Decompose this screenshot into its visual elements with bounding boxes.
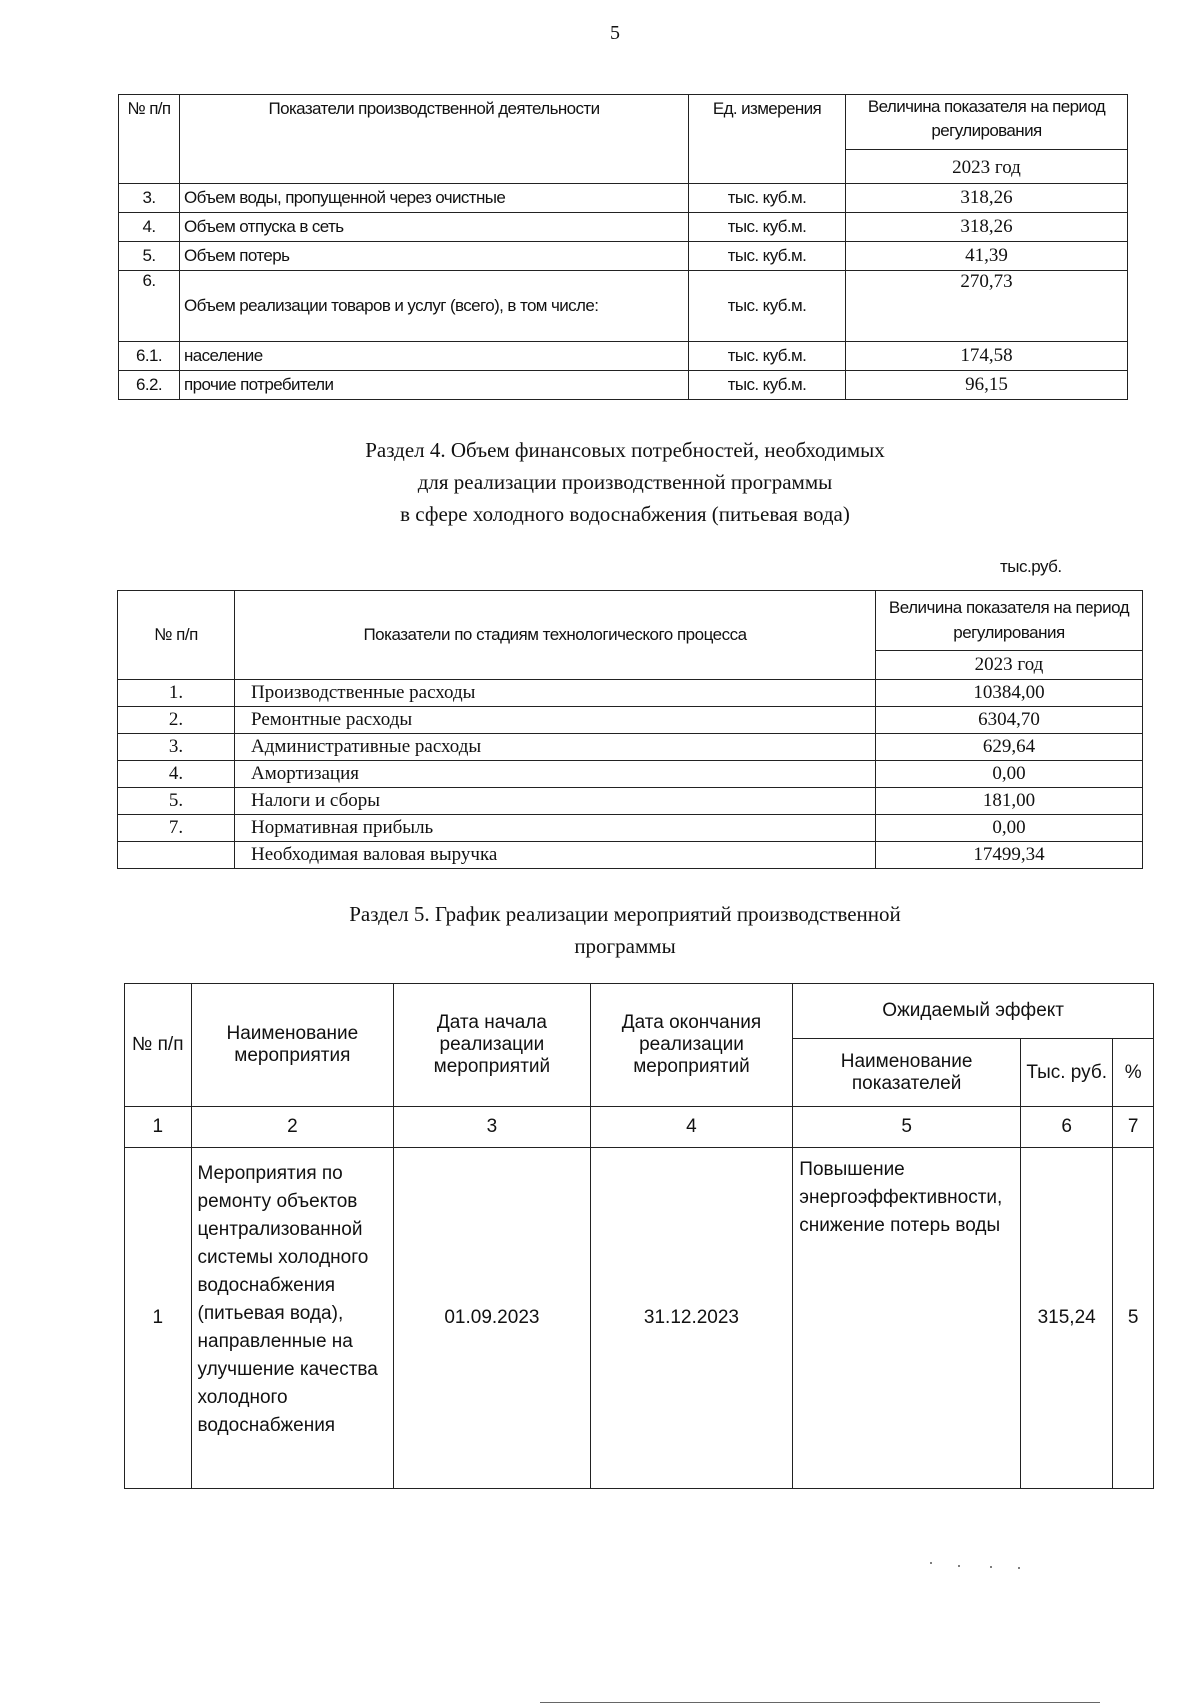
row-num: 3. bbox=[119, 184, 180, 213]
col-effect-header: Ожидаемый эффект bbox=[793, 984, 1154, 1039]
row-unit: тыс. куб.м. bbox=[689, 184, 846, 213]
col-year-header: 2023 год bbox=[876, 650, 1143, 679]
row-name: Амортизация bbox=[235, 761, 876, 788]
unit-note: тыс.руб. bbox=[1000, 557, 1062, 576]
row-value: 17499,34 bbox=[876, 842, 1143, 869]
col-rub-header: Тыс. руб. bbox=[1020, 1039, 1113, 1107]
section5-title bbox=[0, 898, 1200, 962]
row-value: 96,15 bbox=[846, 371, 1128, 400]
row-num: 5. bbox=[119, 242, 180, 271]
col-start-header: Дата начала реализации мероприятий bbox=[394, 984, 590, 1107]
table-row bbox=[118, 842, 1143, 869]
row-num: 4. bbox=[119, 213, 180, 242]
row-unit: тыс. куб.м. bbox=[689, 371, 846, 400]
row-name: Производственные расходы bbox=[235, 680, 876, 707]
col-indicator-header: Показатели производственной деятельности bbox=[180, 95, 689, 184]
scan-speck bbox=[990, 1566, 992, 1568]
table-row bbox=[119, 213, 1128, 242]
col-end-header: Дата окончания реализации мероприятий bbox=[590, 984, 793, 1107]
col-number: 2 bbox=[191, 1107, 394, 1148]
table-row bbox=[119, 242, 1128, 271]
row-value: 318,26 bbox=[846, 213, 1128, 242]
production-indicators-table bbox=[118, 94, 1128, 400]
row-name: прочие потребители bbox=[180, 371, 689, 400]
col-value-header: Величина показателя на период регулирования bbox=[876, 591, 1143, 651]
col-number: 3 bbox=[394, 1107, 590, 1148]
section4-title-line: Раздел 4. Объем финансовых потребностей, необходимых bbox=[365, 438, 885, 462]
section4-title bbox=[0, 434, 1200, 530]
row-num: 2. bbox=[118, 707, 235, 734]
table-row bbox=[118, 761, 1143, 788]
row-value: 629,64 bbox=[876, 734, 1143, 761]
row-num bbox=[118, 842, 235, 869]
col-indicator-header: Наименование показателей bbox=[793, 1039, 1021, 1107]
section4-title-line: для реализации производственной программы bbox=[417, 470, 833, 494]
column-number-row bbox=[125, 1107, 1154, 1148]
row-value: 270,73 bbox=[846, 271, 1128, 342]
scan-line bbox=[540, 1702, 1100, 1703]
row-name: Объем воды, пропущенной через очистные bbox=[180, 184, 689, 213]
table-header-row bbox=[118, 591, 1143, 651]
table-header-row bbox=[125, 984, 1154, 1039]
table-row bbox=[119, 184, 1128, 213]
scan-speck bbox=[958, 1565, 960, 1567]
row-end-date: 31.12.2023 bbox=[590, 1148, 793, 1489]
row-unit: тыс. куб.м. bbox=[689, 342, 846, 371]
section5-title-line: Раздел 5. График реализации мероприятий производственной bbox=[349, 902, 901, 926]
row-value: 41,39 bbox=[846, 242, 1128, 271]
table-row bbox=[118, 680, 1143, 707]
row-name: Объем отпуска в сеть bbox=[180, 213, 689, 242]
row-num: 4. bbox=[118, 761, 235, 788]
table-row bbox=[118, 788, 1143, 815]
row-name: Нормативная прибыль bbox=[235, 815, 876, 842]
row-pct: 5 bbox=[1113, 1148, 1154, 1489]
table-row bbox=[119, 371, 1128, 400]
row-value: 6304,70 bbox=[876, 707, 1143, 734]
col-number: 7 bbox=[1113, 1107, 1154, 1148]
col-name-header: Наименование мероприятия bbox=[191, 984, 394, 1107]
row-num: 5. bbox=[118, 788, 235, 815]
row-num: 6.2. bbox=[119, 371, 180, 400]
row-name: Объем потерь bbox=[180, 242, 689, 271]
table-row bbox=[118, 707, 1143, 734]
table-row bbox=[118, 815, 1143, 842]
row-name: Мероприятия по ремонту объектов централизованной системы холодного водоснабжения (питьевая вода), направленные на улучшение качества холодного водоснабжения bbox=[191, 1148, 394, 1489]
col-number: 6 bbox=[1020, 1107, 1113, 1148]
col-num-header: № п/п bbox=[125, 984, 192, 1107]
row-num: 6.1. bbox=[119, 342, 180, 371]
col-value-header: Величина показателя на период регулирования bbox=[846, 95, 1128, 150]
row-name: Необходимая валовая выручка bbox=[235, 842, 876, 869]
schedule-table bbox=[124, 983, 1154, 1489]
row-num: 1. bbox=[118, 680, 235, 707]
scan-speck bbox=[930, 1562, 932, 1564]
table-row bbox=[119, 342, 1128, 371]
col-unit-header: Ед. измерения bbox=[689, 95, 846, 184]
section5-title-line: программы bbox=[574, 934, 676, 958]
row-value: 318,26 bbox=[846, 184, 1128, 213]
table-row bbox=[119, 271, 1128, 342]
page-number: 5 bbox=[610, 22, 620, 44]
row-indicator: Повышение энергоэффективности, снижение потерь воды bbox=[793, 1148, 1021, 1489]
row-unit: тыс. куб.м. bbox=[689, 242, 846, 271]
row-name: население bbox=[180, 342, 689, 371]
col-stage-header: Показатели по стадиям технологического процесса bbox=[235, 591, 876, 680]
row-num: 6. bbox=[119, 271, 180, 342]
col-year-header: 2023 год bbox=[846, 150, 1128, 184]
row-num: 3. bbox=[118, 734, 235, 761]
row-value: 0,00 bbox=[876, 815, 1143, 842]
row-value: 0,00 bbox=[876, 761, 1143, 788]
col-number: 1 bbox=[125, 1107, 192, 1148]
row-unit: тыс. куб.м. bbox=[689, 271, 846, 342]
table-row bbox=[118, 734, 1143, 761]
col-number: 5 bbox=[793, 1107, 1021, 1148]
row-name: Налоги и сборы bbox=[235, 788, 876, 815]
col-pct-header: % bbox=[1113, 1039, 1154, 1107]
col-number: 4 bbox=[590, 1107, 793, 1148]
table-row bbox=[125, 1148, 1154, 1489]
row-name: Ремонтные расходы bbox=[235, 707, 876, 734]
row-value: 181,00 bbox=[876, 788, 1143, 815]
scan-speck bbox=[1018, 1567, 1020, 1569]
row-value: 10384,00 bbox=[876, 680, 1143, 707]
row-num: 7. bbox=[118, 815, 235, 842]
row-name: Административные расходы bbox=[235, 734, 876, 761]
row-num: 1 bbox=[125, 1148, 192, 1489]
row-rub: 315,24 bbox=[1020, 1148, 1113, 1489]
row-start-date: 01.09.2023 bbox=[394, 1148, 590, 1489]
row-name: Объем реализации товаров и услуг (всего), в том числе: bbox=[180, 271, 689, 342]
row-unit: тыс. куб.м. bbox=[689, 213, 846, 242]
section4-title-line: в сфере холодного водоснабжения (питьевая вода) bbox=[400, 502, 850, 526]
row-value: 174,58 bbox=[846, 342, 1128, 371]
col-num-header: № п/п bbox=[119, 95, 180, 184]
financial-needs-table bbox=[117, 590, 1143, 869]
col-num-header: № п/п bbox=[118, 591, 235, 680]
table-header-row bbox=[119, 95, 1128, 150]
